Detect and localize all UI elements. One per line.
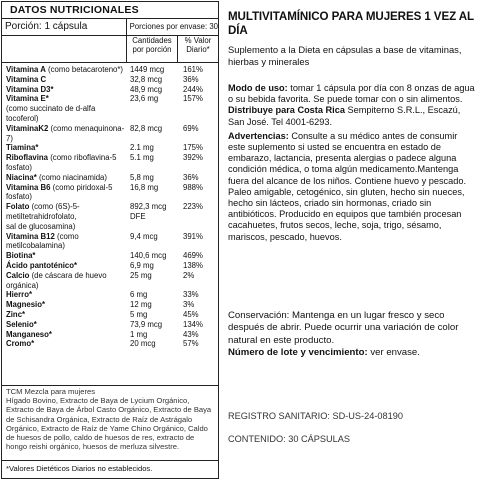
nutrient-name: Vitamina E* bbox=[6, 94, 49, 104]
nutrient-amount: 2.1 mg bbox=[130, 143, 154, 153]
nutrient-name-cell bbox=[2, 85, 127, 95]
nutrient-name: Ácido pantoténico* bbox=[6, 260, 78, 270]
lot-label: Número de lote y vencimiento: bbox=[228, 347, 368, 359]
nutrient-name-cell bbox=[2, 222, 127, 232]
column-dv-header: % Valor Diario* bbox=[184, 36, 212, 54]
nutrient-name: Vitamina B12 bbox=[6, 231, 55, 241]
nutrient-name-cell bbox=[2, 183, 127, 203]
nutrient-amount: 48,9 mcg bbox=[130, 84, 163, 94]
nutrient-name: Selenio* bbox=[6, 319, 37, 329]
nutrient-name: Tiamina* bbox=[6, 143, 39, 153]
nutrient-source: (de cáscara de huevo orgánica) bbox=[6, 270, 107, 290]
usage-paragraph bbox=[228, 83, 476, 105]
nutrient-amount: 5.1 mg bbox=[130, 153, 154, 163]
nutrient-dv: 175% bbox=[183, 143, 203, 153]
nutrient-name: Zinc* bbox=[6, 309, 26, 319]
nutrient-amount: 25 mg bbox=[130, 270, 152, 280]
nutrient-row bbox=[2, 104, 218, 124]
nutrient-name-cell bbox=[2, 124, 127, 144]
nutrient-name-cell bbox=[2, 94, 127, 104]
usage-block bbox=[228, 83, 476, 128]
nutrient-source: (como (6S)-5-metiltetrahidrofolato, bbox=[6, 202, 80, 221]
nutrient-row bbox=[2, 339, 218, 349]
nutrient-row bbox=[2, 124, 218, 144]
blend-title: TCM Mezcla para mujeres bbox=[6, 387, 96, 396]
nutrient-dv: 161% bbox=[183, 65, 203, 74]
nutrient-source: (como metilcobalamina) bbox=[6, 231, 79, 251]
blend-section bbox=[2, 386, 218, 461]
dv-footnote: *Valores Dietéticos Diarios no establecidos. bbox=[6, 464, 153, 473]
nutrient-amount: 140,6 mcg bbox=[130, 251, 167, 261]
nutrient-row bbox=[2, 310, 218, 320]
facts-title: DATOS NUTRICIONALES bbox=[2, 2, 218, 19]
nutrient-name-cell bbox=[2, 290, 127, 300]
nutrient-name: Vitamina A bbox=[6, 65, 46, 74]
nutrient-name-cell bbox=[2, 330, 127, 340]
nutrient-amount: 9,4 mcg bbox=[130, 231, 158, 241]
nutrient-name-cell bbox=[2, 339, 127, 349]
nutrient-dv: 223% bbox=[183, 202, 203, 212]
nutrient-name-cell bbox=[2, 261, 127, 271]
distributor-text: Sempiterno S.R.L., Escazú, San José. Tel 4001-6293. bbox=[228, 105, 461, 127]
nutrient-rows bbox=[2, 63, 218, 349]
nutrient-name: VitaminaK2 bbox=[6, 123, 49, 133]
nutrient-dv: 43% bbox=[183, 329, 199, 339]
sanitary-registry: REGISTRO SANITARIO: SD-US-24-08190 bbox=[228, 411, 403, 421]
nutrient-row bbox=[2, 173, 218, 183]
column-headers bbox=[2, 36, 218, 63]
nutrient-name: Vitamina D3* bbox=[6, 84, 54, 94]
nutrient-name: Calcio bbox=[6, 270, 30, 280]
facts-footer bbox=[2, 385, 218, 476]
warnings-block bbox=[228, 131, 476, 243]
nutrient-dv: 138% bbox=[183, 260, 203, 270]
distributor-label: Distribuye para Costa Rica bbox=[228, 105, 345, 116]
nutrient-row bbox=[2, 320, 218, 330]
usage-text: tomar 1 cápsula por día con 8 onzas de agua o su bebida favorita. Se puede tomar con o sin alimentos. bbox=[228, 83, 475, 105]
nutrient-row bbox=[2, 232, 218, 252]
nutrient-name-cell bbox=[2, 143, 127, 153]
nutrient-dv: 469% bbox=[183, 251, 203, 261]
nutrient-name-cell bbox=[2, 251, 127, 261]
nutrient-amount: 20 mcg bbox=[130, 339, 156, 349]
distributor-paragraph bbox=[228, 105, 476, 127]
nutrient-source: (como menaquinona-7) bbox=[6, 123, 125, 143]
nutrient-dv: 57% bbox=[183, 339, 199, 349]
nutrient-amount: 12 mg bbox=[130, 300, 152, 310]
nutrient-dv bbox=[178, 222, 218, 232]
nutrient-dv: 2% bbox=[183, 270, 195, 280]
nutrient-row bbox=[2, 251, 218, 261]
nutrition-facts-panel bbox=[1, 1, 219, 479]
nutrient-dv bbox=[178, 104, 218, 124]
nutrient-amount: 1 mg bbox=[130, 329, 148, 339]
nutrient-row bbox=[2, 290, 218, 300]
nutrient-amount: 16,8 mg bbox=[130, 182, 159, 192]
nutrient-amount: 892,3 mcg DFE bbox=[130, 202, 167, 221]
nutrient-source: (como piridoxal-5 fosfato) bbox=[6, 182, 113, 202]
nutrient-row bbox=[2, 271, 218, 291]
warnings-text: Consulte a su médico antes de consumir este suplemento si usted se encuentra en estado de embarazo, lactancia, presenta alergias o padece alguna condición médica, o toma algún medicamento.Mantenga fuera del alcance de los niños. Contiene huevo y pescado. bbox=[228, 130, 467, 186]
nutrient-name: Manganeso* bbox=[6, 329, 52, 339]
nutrient-name-cell bbox=[2, 300, 127, 310]
nutrient-name: Biotina* bbox=[6, 251, 36, 261]
nutrient-dv: 45% bbox=[183, 309, 199, 319]
nutrient-name-cell bbox=[2, 271, 127, 291]
nutrient-row bbox=[2, 222, 218, 232]
nutrient-source: (como betacaroteno*) bbox=[48, 65, 124, 74]
nutrient-name-cell bbox=[2, 104, 127, 124]
nutrient-row bbox=[2, 300, 218, 310]
nutrient-amount: 1449 mcg bbox=[130, 65, 165, 74]
nutrient-amount: 82,8 mcg bbox=[130, 123, 163, 133]
nutrient-amount: 23,6 mg bbox=[130, 94, 159, 104]
nutrient-row bbox=[2, 94, 218, 104]
nutrient-row bbox=[2, 330, 218, 340]
nutrient-name: Vitamina C bbox=[6, 74, 47, 84]
nutrient-name-cell bbox=[2, 153, 127, 173]
nutrient-dv: 69% bbox=[183, 123, 199, 133]
nutrient-dv: 134% bbox=[183, 319, 203, 329]
product-title: MULTIVITAMÍNICO PARA MUJERES 1 VEZ AL DÍA bbox=[228, 10, 474, 37]
nutrient-name-cell bbox=[2, 173, 127, 183]
nutrient-row bbox=[2, 261, 218, 271]
nutrient-row bbox=[2, 202, 218, 222]
nutrient-name-cell bbox=[2, 310, 127, 320]
product-info bbox=[228, 10, 476, 243]
nutrient-row bbox=[2, 183, 218, 203]
package-contents: CONTENIDO: 30 CÁPSULAS bbox=[228, 434, 351, 444]
nutrient-source: (como riboflavina-5 fosfato) bbox=[6, 153, 117, 172]
conservation-text: Conservación: Mantenga en un lugar fresco y seco después de abrir. Puede ocurrir una variación de color natural en este producto. bbox=[228, 310, 459, 346]
nutrient-amount: 6,9 mg bbox=[130, 260, 154, 270]
servings-per-container: Porciones por envase: 30 bbox=[126, 19, 218, 35]
usage-label: Modo de uso: bbox=[228, 83, 288, 93]
lot-text: ver envase. bbox=[367, 347, 420, 359]
nutrient-dv: 988% bbox=[183, 182, 203, 192]
nutrient-row bbox=[2, 85, 218, 95]
nutrient-dv: 36% bbox=[183, 74, 199, 84]
nutrient-source: (como niacinamida) bbox=[38, 172, 107, 182]
warnings-paragraph bbox=[228, 131, 476, 187]
nutrient-dv: 244% bbox=[183, 84, 203, 94]
nutrient-name: Hierro* bbox=[6, 290, 32, 300]
nutrient-dv: 33% bbox=[183, 290, 199, 300]
nutrient-name: Folato bbox=[6, 202, 30, 212]
nutrient-dv: 392% bbox=[183, 153, 203, 163]
nutrient-name-cell bbox=[2, 65, 127, 75]
nutrient-dv: 391% bbox=[183, 231, 203, 241]
blend-ingredients: Hígado Bovino, Extracto de Baya de Lycium Orgánico, Extracto de Baya de Árbol Casto Orgánico, Extracto de Baya de Schisandra Orgánica, Extracto de Raíz de Astrágalo Orgánico, Extracto de Raíz de Yame Chino Orgánico, Caldo de huesos de pollo, caldo de huesos de res, extracto de hongo reishi orgánico, huesos de merluza silvestre. bbox=[6, 396, 212, 452]
nutrient-dv: 157% bbox=[183, 94, 203, 104]
warnings-label: Advertencias: bbox=[228, 130, 289, 141]
conservation-block bbox=[228, 310, 468, 360]
nutrient-amount: 5,8 mg bbox=[130, 172, 154, 182]
serving-row bbox=[2, 19, 218, 36]
nutrient-row bbox=[2, 153, 218, 173]
nutrient-name: Riboflavina bbox=[6, 153, 49, 163]
product-subtitle: Suplemento a la Dieta en cápsulas a base de vitaminas, hierbas y minerales bbox=[228, 44, 462, 67]
column-amount-header: Cantidades por porción bbox=[127, 36, 178, 62]
lot-paragraph bbox=[228, 347, 468, 359]
nutrient-dv: 3% bbox=[183, 300, 195, 310]
nutrient-name-cell bbox=[2, 320, 127, 330]
nutrient-name-cell bbox=[2, 232, 127, 252]
nutrient-source: (como succinato de d-alfa tocoferol) bbox=[6, 104, 96, 123]
nutrient-name: Magnesio* bbox=[6, 300, 45, 310]
nutrient-name-cell bbox=[2, 202, 127, 222]
nutrient-row bbox=[2, 65, 218, 75]
nutrient-amount bbox=[127, 222, 178, 232]
nutrient-name: Niacina* bbox=[6, 172, 37, 182]
nutrient-amount: 6 mg bbox=[130, 290, 148, 300]
nutrient-amount: 32,8 mcg bbox=[130, 74, 163, 84]
nutrient-row bbox=[2, 143, 218, 153]
nutrient-name-cell bbox=[2, 75, 127, 85]
nutrient-name: Vitamina B6 bbox=[6, 182, 51, 192]
nutrient-name: Cromo* bbox=[6, 339, 35, 349]
nutrient-source: sal de glucosamina) bbox=[6, 221, 76, 231]
nutrient-amount: 73,9 mcg bbox=[130, 319, 163, 329]
serving-size: Porción: 1 cápsula bbox=[5, 21, 88, 32]
nutrient-amount: 5 mg bbox=[130, 309, 148, 319]
nutrient-row bbox=[2, 75, 218, 85]
diet-claims: Paleo amigable, cetogénico, sin gluten, hecho sin nueces, hecho sin lácteos, criado sin hormonas, criado sin antibióticos. Producido en equipos que también procesan cacahuetes, frutos secos, leche, soja, trigo, sésamo, mariscos, pescado, huevos. bbox=[228, 186, 465, 242]
nutrient-amount bbox=[127, 104, 178, 124]
nutrient-dv: 36% bbox=[183, 172, 199, 182]
